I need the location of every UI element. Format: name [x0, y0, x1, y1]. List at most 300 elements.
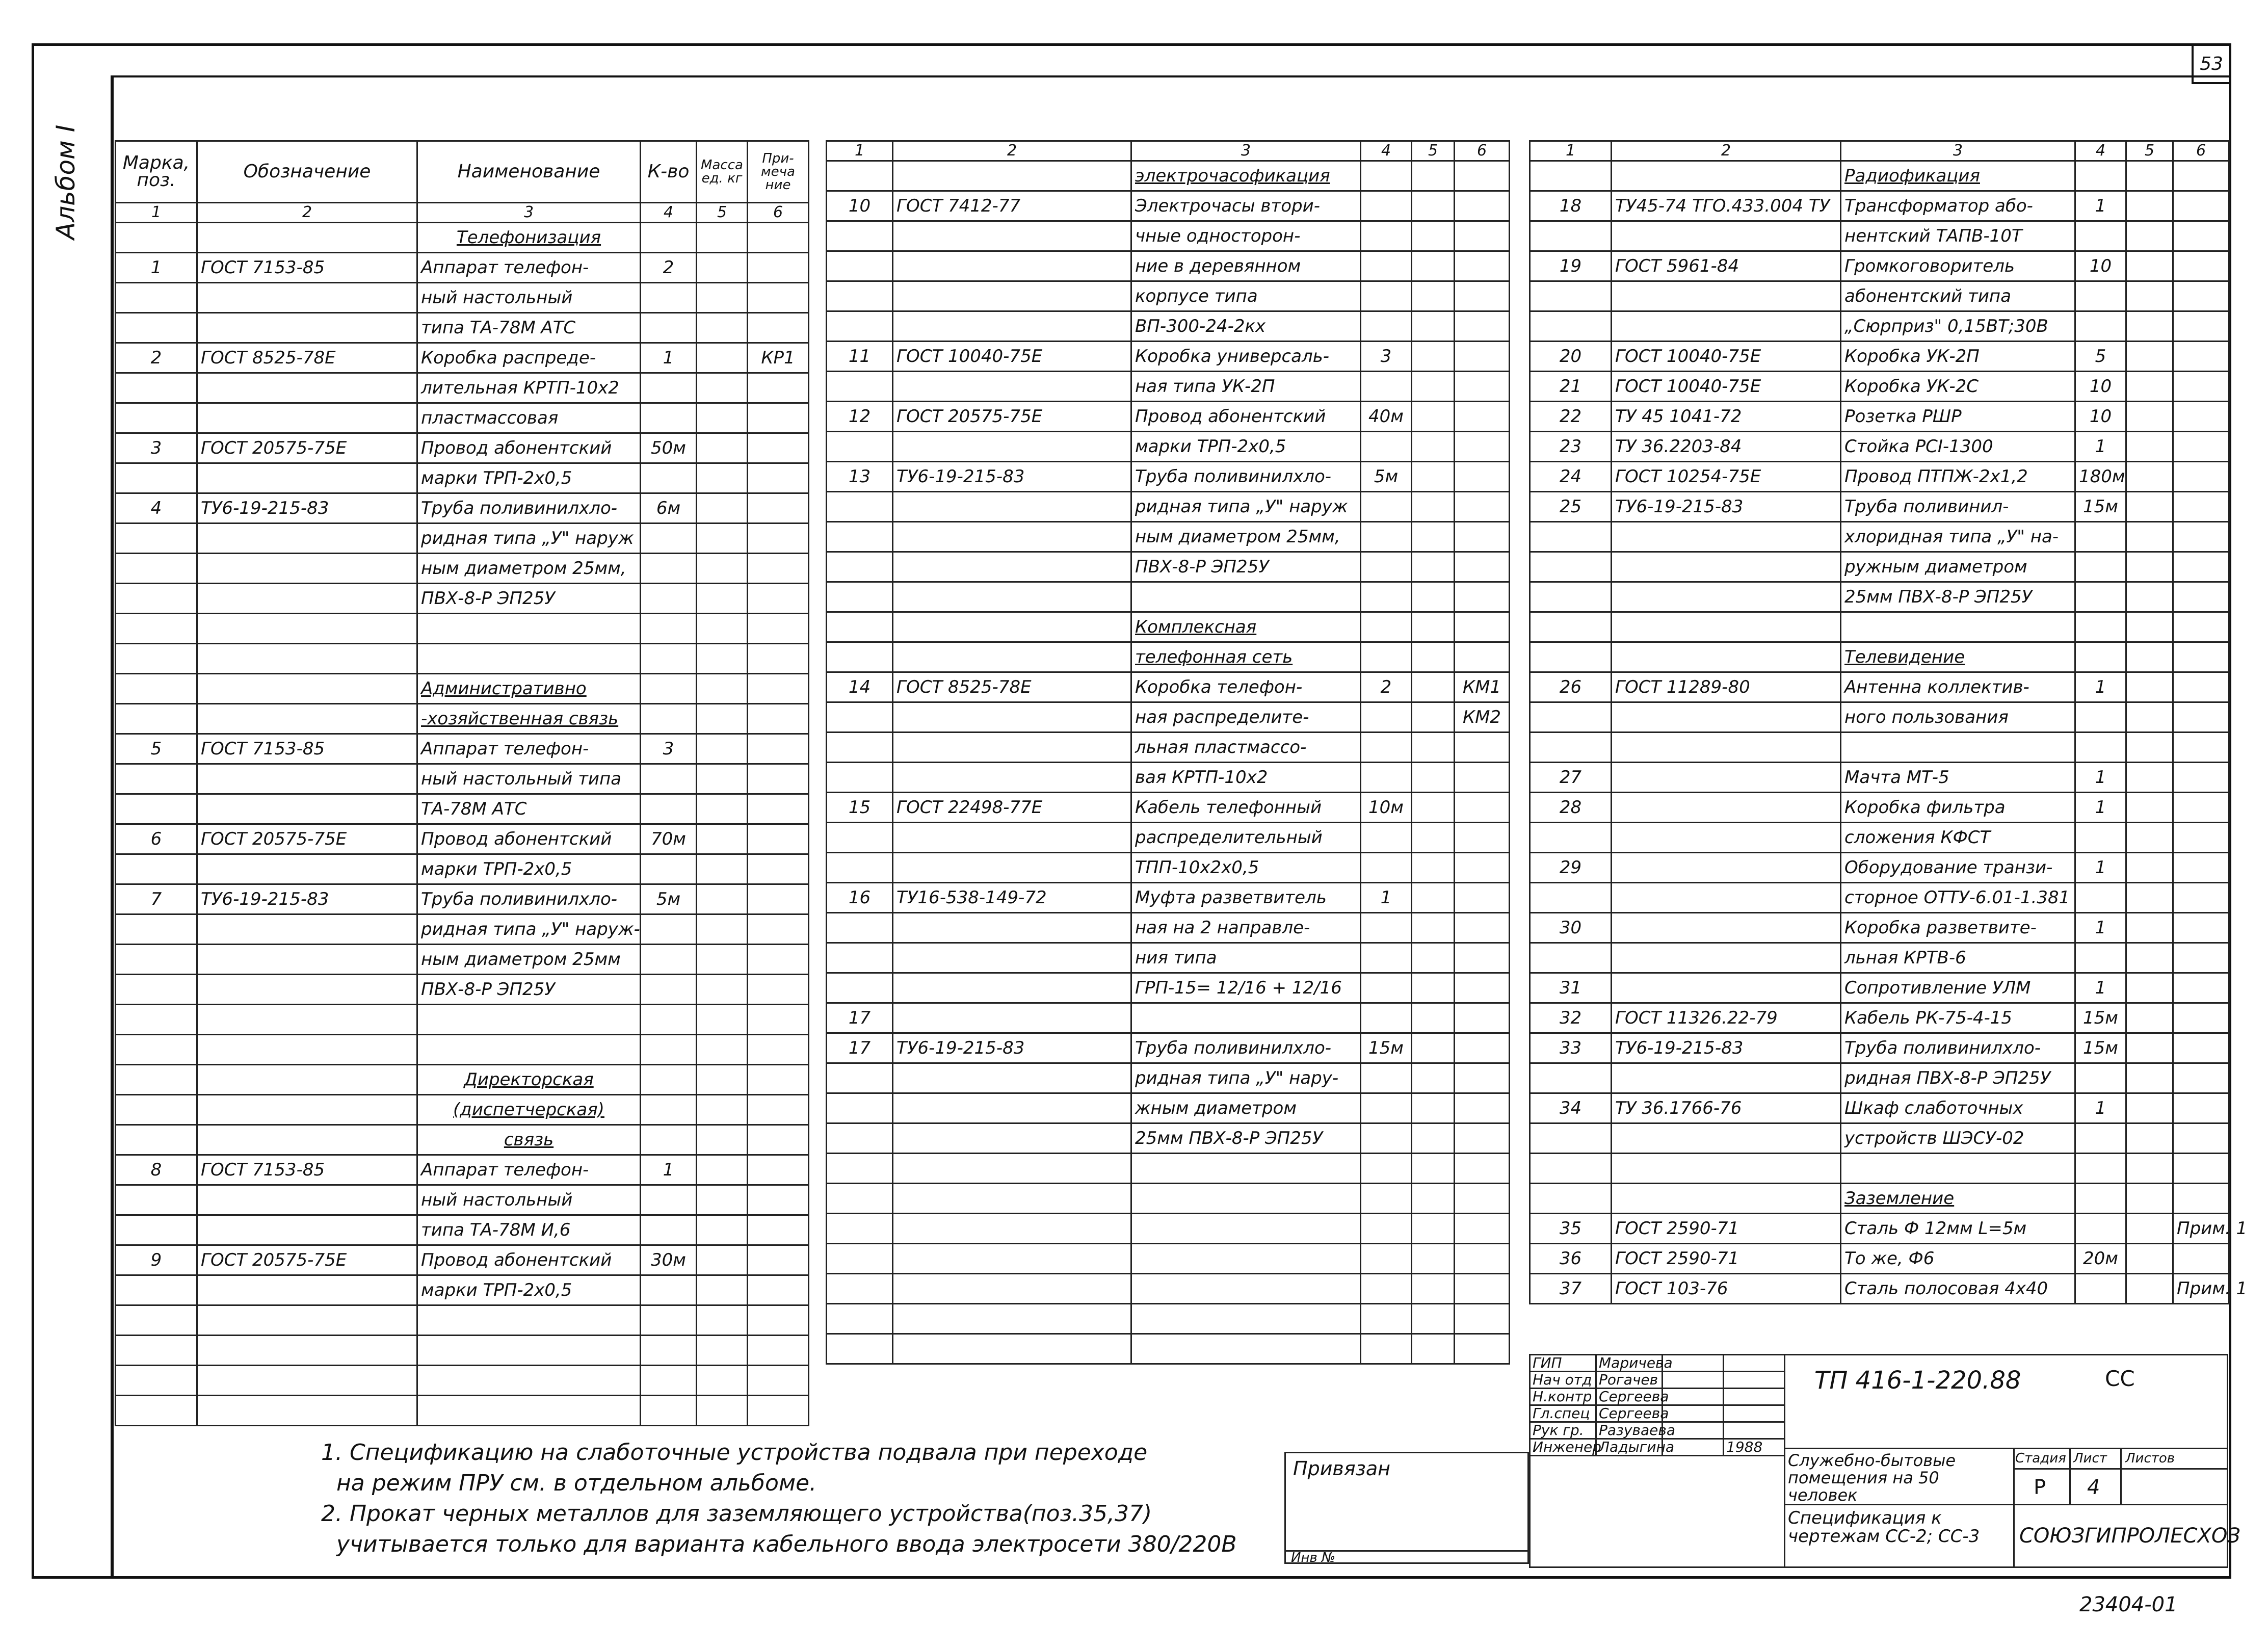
cell-designation: ГОСТ 2590-71: [1612, 1244, 1841, 1274]
cell-mass: [1412, 191, 1455, 221]
cell-designation: ГОСТ 2590-71: [1612, 1214, 1841, 1244]
cell-designation: [893, 642, 1131, 672]
cell-note: [2173, 733, 2229, 763]
cell-position: 11: [827, 342, 893, 372]
cell-designation: [1612, 1123, 1841, 1154]
cell-quantity: [1361, 733, 1412, 763]
cell-quantity: 40м: [1361, 402, 1412, 432]
cell-note: [2173, 492, 2229, 522]
cell-position: 30: [1530, 913, 1612, 943]
cell-quantity: 6м: [641, 493, 697, 524]
cell-note: [2173, 191, 2229, 221]
table-row: [1530, 672, 2229, 702]
cell-name: ПВХ-8-Р ЭП25У: [417, 584, 641, 614]
cell-note: [1455, 311, 1510, 342]
cell-mass: [2126, 402, 2173, 432]
cell-name: ридная типа „У" наруж-: [417, 914, 641, 945]
cell-name: [417, 1366, 641, 1396]
cell-quantity: [1361, 642, 1412, 672]
cell-quantity: [1361, 221, 1412, 251]
cell-name: [1131, 1244, 1361, 1274]
cell-mass: [697, 1366, 748, 1396]
cell-position: 18: [1530, 191, 1612, 221]
table-row: [1530, 1093, 2229, 1123]
cell-position: 4: [116, 493, 197, 524]
cell-note: [1455, 161, 1510, 191]
table-row: [1530, 221, 2229, 251]
table-row: [1530, 492, 2229, 522]
cell-quantity: [1361, 161, 1412, 191]
cell-quantity: [641, 1366, 697, 1396]
cell-note: [748, 975, 809, 1005]
cell-note: [748, 1275, 809, 1305]
cell-name: [1131, 1154, 1361, 1184]
cell-designation: [893, 1063, 1131, 1093]
table-row: [116, 493, 809, 524]
cell-note: [1455, 1063, 1510, 1093]
table-row: [116, 945, 809, 975]
cell-quantity: [641, 283, 697, 313]
cell-mass: [2126, 1063, 2173, 1093]
table-row: [827, 1334, 1510, 1364]
cell-note: [2173, 281, 2229, 311]
cell-mass: [697, 884, 748, 914]
cell-note: [2173, 672, 2229, 702]
cell-name: ридная типа „У" наруж: [417, 524, 641, 554]
cell-note: [748, 764, 809, 794]
cell-designation: [197, 1065, 417, 1095]
cell-position: 15: [827, 793, 893, 823]
cell-quantity: 3: [641, 734, 697, 764]
cell-designation: [893, 161, 1131, 191]
cell-position: [116, 403, 197, 433]
cell-note: [748, 373, 809, 403]
cell-designation: [197, 584, 417, 614]
header-qty: К-во: [641, 141, 697, 203]
cell-designation: [893, 913, 1131, 943]
cell-quantity: [1361, 1003, 1412, 1033]
cell-designation: [893, 1154, 1131, 1184]
cell-mass: [1412, 823, 1455, 853]
cell-quantity: [641, 554, 697, 584]
cell-quantity: 5м: [641, 884, 697, 914]
cell-mass: [697, 945, 748, 975]
cell-position: [827, 582, 893, 612]
table-row: [116, 824, 809, 854]
cell-designation: [197, 764, 417, 794]
cell-note: [1455, 793, 1510, 823]
note-line: 2. Прокат черных металлов для заземляющего устройства(поз.35,37): [321, 1501, 1152, 1527]
cell-position: [116, 975, 197, 1005]
cell-position: [116, 373, 197, 403]
cell-designation: [893, 281, 1131, 311]
cell-note: [2173, 1154, 2229, 1184]
cell-quantity: 1: [2075, 913, 2126, 943]
cell-mass: [697, 854, 748, 884]
col-number: 2: [1612, 141, 1841, 161]
cell-quantity: [1361, 492, 1412, 522]
cell-note: [748, 1245, 809, 1275]
cell-position: 26: [1530, 672, 1612, 702]
cell-quantity: 50м: [641, 433, 697, 463]
cell-mass: [697, 403, 748, 433]
table-row: [827, 552, 1510, 582]
table-row: [1530, 582, 2229, 612]
cell-quantity: [1361, 552, 1412, 582]
cell-note: [1455, 943, 1510, 973]
table-row: [827, 642, 1510, 672]
table-row: [116, 1065, 809, 1095]
table-row: [116, 283, 809, 313]
cell-mass: [1412, 221, 1455, 251]
cell-quantity: [2075, 1063, 2126, 1093]
cell-note: [2173, 642, 2229, 672]
cell-quantity: 1: [1361, 883, 1412, 913]
table-row: [1530, 913, 2229, 943]
cell-position: [116, 554, 197, 584]
cell-designation: [197, 975, 417, 1005]
cell-name: [417, 1396, 641, 1426]
cell-mass: [2126, 973, 2173, 1003]
cell-mass: [1412, 432, 1455, 462]
table-row: [827, 1033, 1510, 1063]
cell-position: [827, 1334, 893, 1364]
cell-mass: [697, 223, 748, 253]
cell-quantity: [2075, 161, 2126, 191]
header-note: При-меча ние: [748, 141, 809, 203]
table-row: [827, 342, 1510, 372]
cell-designation: [893, 1093, 1131, 1123]
table-row: [116, 854, 809, 884]
cell-name: электрочасофикация: [1131, 161, 1361, 191]
cell-quantity: 1: [641, 343, 697, 373]
cell-quantity: [641, 403, 697, 433]
cell-name: ТА-78М АТС: [417, 794, 641, 824]
col-number: 5: [697, 203, 748, 223]
cell-designation: [197, 1185, 417, 1215]
table-row: [1530, 1214, 2229, 1244]
cell-quantity: 3: [1361, 342, 1412, 372]
cell-name: [417, 614, 641, 644]
cell-quantity: [1361, 281, 1412, 311]
binding-label: Привязан: [1293, 1457, 1390, 1480]
cell-mass: [1412, 251, 1455, 281]
cell-designation: [197, 1275, 417, 1305]
cell-mass: [697, 764, 748, 794]
cell-quantity: [1361, 943, 1412, 973]
cell-designation: [893, 492, 1131, 522]
cell-note: [748, 674, 809, 704]
cell-name: ным диаметром 25мм,: [417, 554, 641, 584]
cell-designation: [893, 1123, 1131, 1154]
col-number: 3: [1131, 141, 1361, 161]
cell-position: 6: [116, 824, 197, 854]
cell-name: ная типа УК-2П: [1131, 372, 1361, 402]
cell-name: ние в деревянном: [1131, 251, 1361, 281]
cell-quantity: [2075, 943, 2126, 973]
cell-note: [748, 614, 809, 644]
cell-mass: [2126, 1274, 2173, 1304]
cell-note: [1455, 1334, 1510, 1364]
stage-value: Р: [2034, 1476, 2046, 1499]
table-row: [116, 223, 809, 253]
cell-designation: [197, 674, 417, 704]
table-row: [1530, 943, 2229, 973]
cell-designation: [1612, 221, 1841, 251]
cell-position: 17: [827, 1003, 893, 1033]
cell-mass: [1412, 612, 1455, 642]
cell-quantity: [1361, 702, 1412, 733]
cell-name: Труба поливинил-: [1841, 492, 2075, 522]
cell-mass: [2126, 1154, 2173, 1184]
col-number: 5: [2126, 141, 2173, 161]
cell-mass: [697, 554, 748, 584]
table-row: [827, 973, 1510, 1003]
col-number: 4: [1361, 141, 1412, 161]
cell-note: [748, 734, 809, 764]
cell-designation: [197, 1366, 417, 1396]
cell-position: [116, 1336, 197, 1366]
table-row: [116, 343, 809, 373]
cell-mass: [2126, 221, 2173, 251]
cell-name: лительная КРТП-10х2: [417, 373, 641, 403]
cell-mass: [1412, 1063, 1455, 1093]
cell-note: [748, 1336, 809, 1366]
cell-quantity: [641, 313, 697, 343]
table-row: [827, 161, 1510, 191]
cell-mass: [1412, 702, 1455, 733]
cell-quantity: [2075, 281, 2126, 311]
cell-note: Прим. 1: [2173, 1274, 2229, 1304]
cell-position: [116, 1396, 197, 1426]
cell-quantity: [641, 1275, 697, 1305]
table-row: [116, 1275, 809, 1305]
cell-note: [748, 1095, 809, 1125]
sheet-value: 4: [2087, 1476, 2100, 1499]
stamp-role: ГИП: [1530, 1355, 1596, 1372]
cell-position: [116, 1366, 197, 1396]
cell-position: 10: [827, 191, 893, 221]
cell-name: Розетка РШР: [1841, 402, 2075, 432]
stamp-date: [1724, 1405, 1785, 1422]
cell-mass: [2126, 642, 2173, 672]
cell-mass: [697, 1215, 748, 1245]
cell-mass: [1412, 552, 1455, 582]
cell-position: [827, 432, 893, 462]
cell-note: [748, 914, 809, 945]
cell-quantity: [1361, 1093, 1412, 1123]
cell-designation: [893, 1214, 1131, 1244]
cell-designation: [893, 1184, 1131, 1214]
table-row: [116, 764, 809, 794]
cell-name: Провод абонентский: [1131, 402, 1361, 432]
cell-quantity: 1: [641, 1155, 697, 1185]
cell-position: [827, 1274, 893, 1304]
stamp-date: [1724, 1389, 1785, 1405]
cell-mass: [2126, 1214, 2173, 1244]
cell-quantity: 1: [2075, 432, 2126, 462]
cell-name: ния типа: [1131, 943, 1361, 973]
cell-position: [116, 945, 197, 975]
cell-designation: [197, 1396, 417, 1426]
cell-designation: ГОСТ 7153-85: [197, 1155, 417, 1185]
table-row: [116, 884, 809, 914]
cell-position: 37: [1530, 1274, 1612, 1304]
cell-name: Телевидение: [1841, 642, 2075, 672]
cell-mass: [2126, 311, 2173, 342]
cell-quantity: 1: [2075, 672, 2126, 702]
cell-designation: [197, 554, 417, 584]
cell-mass: [1412, 943, 1455, 973]
cell-designation: [197, 644, 417, 674]
cell-note: [2173, 1244, 2229, 1274]
table-row: [827, 1214, 1510, 1244]
cell-designation: ГОСТ 10254-75Е: [1612, 462, 1841, 492]
cell-designation: [893, 251, 1131, 281]
cell-position: [116, 1185, 197, 1215]
cell-name: Мачта МТ-5: [1841, 763, 2075, 793]
table-row: [1530, 1063, 2229, 1093]
cell-note: [2173, 1063, 2229, 1093]
cell-name: [417, 1305, 641, 1336]
cell-designation: [197, 1336, 417, 1366]
cell-designation: ТУ6-19-215-83: [1612, 492, 1841, 522]
cell-name: ружным диаметром: [1841, 552, 2075, 582]
sheet-label: Лист: [2073, 1451, 2107, 1466]
cell-name: (диспетчерская): [417, 1095, 641, 1125]
cell-note: [2173, 763, 2229, 793]
cell-name: Кабель телефонный: [1131, 793, 1361, 823]
cell-name: [417, 644, 641, 674]
cell-name: марки ТРП-2х0,5: [1131, 432, 1361, 462]
table-row: [1530, 733, 2229, 763]
cell-name: типа ТА-78М И,6: [417, 1215, 641, 1245]
cell-quantity: [1361, 1063, 1412, 1093]
cell-name: Директорская: [417, 1065, 641, 1095]
cell-designation: ГОСТ 5961-84: [1612, 251, 1841, 281]
table-row: [827, 1274, 1510, 1304]
table-row: [116, 584, 809, 614]
cell-quantity: 70м: [641, 824, 697, 854]
stamp-role: Рук гр.: [1530, 1422, 1596, 1439]
cell-note: [748, 493, 809, 524]
table-row: [116, 734, 809, 764]
cell-position: 13: [827, 462, 893, 492]
cell-note: [2173, 943, 2229, 973]
cell-name: нентский ТАПВ-10Т: [1841, 221, 2075, 251]
organization: СОЮЗГИПРОЛЕСХОЗ: [2019, 1524, 2240, 1548]
cell-mass: [1412, 522, 1455, 552]
cell-name: Сопротивление УЛМ: [1841, 973, 2075, 1003]
building-title: Служебно-бытовые помещения на 50 человек: [1788, 1451, 1956, 1505]
cell-designation: [197, 223, 417, 253]
cell-note: [748, 1396, 809, 1426]
cell-position: 17: [827, 1033, 893, 1063]
cell-position: 29: [1530, 853, 1612, 883]
document-title: Спецификация к чертежам СС-2; СС-3: [1788, 1508, 1980, 1547]
cell-designation: ТУ 36.2203-84: [1612, 432, 1841, 462]
cell-name: Сталь Ф 12мм L=5м: [1841, 1214, 2075, 1244]
cell-quantity: 1: [2075, 973, 2126, 1003]
table-row: [116, 794, 809, 824]
cell-mass: [697, 1095, 748, 1125]
cell-name: Провод ПТПЖ-2х1,2: [1841, 462, 2075, 492]
cell-name: сложения КФСТ: [1841, 823, 2075, 853]
cell-name: хлоридная типа „У" на-: [1841, 522, 2075, 552]
cell-quantity: [2075, 612, 2126, 642]
col-number: 6: [1455, 141, 1510, 161]
table-row: [1530, 823, 2229, 853]
cell-position: [1530, 642, 1612, 672]
cell-mass: [1412, 1003, 1455, 1033]
cell-note: [1455, 1154, 1510, 1184]
cell-note: [1455, 733, 1510, 763]
cell-designation: ГОСТ 20575-75Е: [197, 1245, 417, 1275]
table-row: [827, 1003, 1510, 1033]
table-row: [116, 554, 809, 584]
cell-quantity: [1361, 522, 1412, 552]
cell-designation: [1612, 1184, 1841, 1214]
cell-quantity: [641, 584, 697, 614]
cell-mass: [697, 1245, 748, 1275]
cell-quantity: 30м: [641, 1245, 697, 1275]
cell-position: [116, 1035, 197, 1065]
cell-quantity: [641, 1065, 697, 1095]
cell-note: [1455, 582, 1510, 612]
cell-designation: [893, 733, 1131, 763]
cell-quantity: [2075, 702, 2126, 733]
cell-mass: [2126, 432, 2173, 462]
table-row: [116, 914, 809, 945]
cell-name: ная распределите-: [1131, 702, 1361, 733]
cell-position: [1530, 311, 1612, 342]
cell-designation: [893, 311, 1131, 342]
table-row: [1530, 642, 2229, 672]
stamp-person: Разуваева: [1596, 1422, 1663, 1439]
cell-quantity: [2075, 221, 2126, 251]
table-row: [116, 313, 809, 343]
cell-mass: [2126, 1033, 2173, 1063]
cell-mass: [2126, 552, 2173, 582]
table-row: [116, 373, 809, 403]
cell-designation: ГОСТ 7153-85: [197, 734, 417, 764]
cell-designation: [893, 221, 1131, 251]
cell-name: Провод абонентский: [417, 433, 641, 463]
cell-quantity: [641, 1185, 697, 1215]
cell-mass: [697, 1305, 748, 1336]
cell-position: [116, 283, 197, 313]
table-row: [1530, 973, 2229, 1003]
cell-quantity: 1: [2075, 191, 2126, 221]
cell-note: [2173, 342, 2229, 372]
cell-name: ный настольный типа: [417, 764, 641, 794]
cell-quantity: [2075, 733, 2126, 763]
cell-quantity: [641, 644, 697, 674]
cell-designation: ТУ 45 1041-72: [1612, 402, 1841, 432]
cell-note: [2173, 432, 2229, 462]
cell-position: 2: [116, 343, 197, 373]
cell-quantity: [641, 1215, 697, 1245]
cell-mass: [2126, 522, 2173, 552]
cell-designation: [893, 522, 1131, 552]
cell-note: [2173, 702, 2229, 733]
table-row: [116, 403, 809, 433]
table-row: [827, 943, 1510, 973]
table-row: [1530, 1033, 2229, 1063]
cell-note: [1455, 973, 1510, 1003]
cell-mass: [1412, 281, 1455, 311]
table-row: [116, 674, 809, 704]
